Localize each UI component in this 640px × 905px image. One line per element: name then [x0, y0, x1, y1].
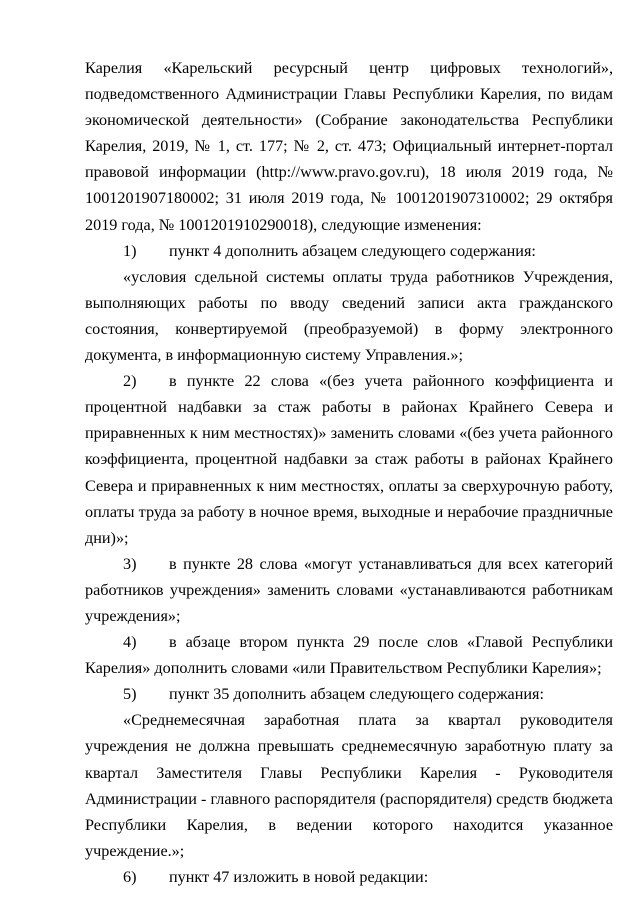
item-text: в пункте 28 слова «могут устанавливаться для всех категорий работников учреждения» заменить словами «устанавливаются работникам учреждения»; — [85, 554, 613, 625]
quoted-paragraph-5: «Среднемесячная заработная плата за квартал руководителя учреждения не должна превышать среднемесячную заработную плату за квартал Заместителя Главы Республики Карелия - Руководителя Администрации - главного распорядителя (распорядителя) средств бюджета Республики Карелия, в ведении которого находится указанное учреждение.»; — [85, 711, 613, 860]
item-text: пункт 47 изложить в новой редакции: — [169, 867, 429, 886]
item-number: 4) — [123, 633, 137, 652]
item-number: 3) — [123, 554, 137, 573]
list-item-2 — [85, 368, 613, 551]
quoted-paragraph-1: «условия сдельной системы оплаты труда работников Учреждения, выполняющих работы по вводу сведений записи акта гражданского состояния, конвертируемой (преобразуемой) в форму электронного документа, в информационную систему Управления.»; — [85, 267, 613, 365]
item-number: 5) — [123, 685, 137, 704]
item-number: 2) — [123, 372, 137, 391]
item-number: 6) — [123, 867, 137, 886]
item-text: в абзаце втором пункта 29 после слов «Главой Республики Карелия» дополнить словами «или Правительством Республики Карелия»; — [85, 633, 613, 678]
document-body — [85, 55, 613, 890]
item-number: 1) — [123, 241, 137, 260]
item-text: пункт 4 дополнить абзацем следующего содержания: — [169, 241, 536, 260]
list-item-1 — [85, 238, 613, 264]
list-item-5 — [85, 681, 613, 707]
list-item-4 — [85, 629, 613, 681]
item-text: пункт 35 дополнить абзацем следующего содержания: — [169, 685, 544, 704]
list-item-6 — [85, 864, 613, 890]
item-text: в пункте 22 слова «(без учета районного коэффициента и процентной надбавки за стаж работы в районах Крайнего Севера и приравненных к ним местностях)» заменить словами «(без учета районного коэффициента, процентной надбавки за стаж работы в районах Крайнего Севера и приравненных к ним местностях, оплаты за сверхурочную работу, оплаты труда за работу в ночное время, выходные и нерабочие праздничные дни)»; — [85, 372, 613, 547]
intro-paragraph: Карелия «Карельский ресурсный центр цифровых технологий», подведомственного Администрации Главы Республики Карелия, по видам экономической деятельности» (Собрание законодательства Республики Карелия, 2019, № 1, ст. 177; № 2, ст. 473; Официальный интернет-портал правовой информации (http://www.pravo.gov.ru), 18 июля 2019 года, № 1001201907180002; 31 июля 2019 года, № 1001201907310002; 29 октября 2019 года, № 1001201910290018), следующие изменения: — [85, 59, 613, 234]
list-item-3 — [85, 551, 613, 629]
